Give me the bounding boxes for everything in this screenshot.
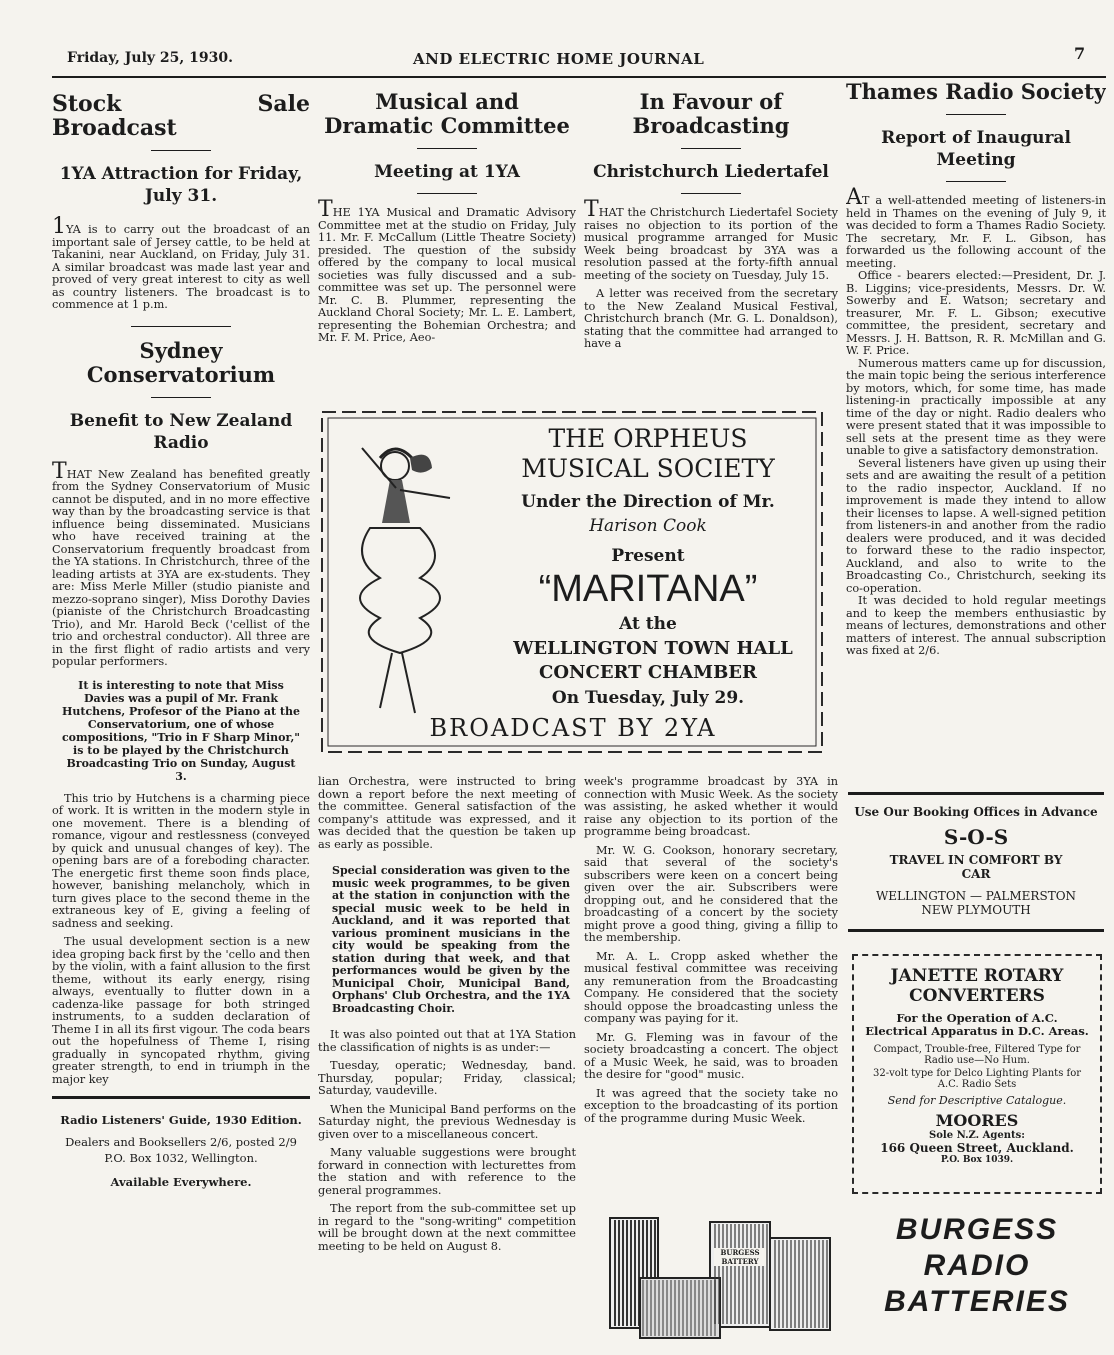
trio-body-1: This trio by Hutchens is a charming piece of work. It is written in the modern style in one movement. There is a blending of romance, vigour and restlessness (conveyed by quick and unusual changes of key). The opening bars are of a foreboding character. The energetic first theme soon finds place, however, banishing melancholy, which in turn gives place to the second theme in the extraneous key of E, giving a feeling of sadness and seeking. — [52, 791, 310, 930]
janette-line-2: CONVERTERS — [909, 986, 1045, 1006]
guide-line-2: P.O. Box 1032, Wellington. — [104, 1151, 258, 1165]
sydney-subhead: Benefit to New Zealand Radio — [69, 410, 293, 453]
janette-line-4: Compact, Trouble-free, Filtered Type for Radio use—No Hum. — [873, 1044, 1081, 1066]
favour-headline: In Favour of Broadcasting — [632, 90, 790, 138]
sos-line-1: Use Our Booking Offices in Advance — [854, 805, 1098, 819]
divider — [151, 397, 211, 398]
orpheus-ad — [318, 408, 826, 756]
thames-p4: Several listeners have given up using their sets and are awaiting the result of a petition to the radio inspector, Auckland. If no improvement is made they intend to allow their licenses to lapse. A well-signed petition from listeners-in and another from the radio dealers were produced, and it was decided to forward these to the radio inspector, Auckland, and also to write to the Broadcasting Co., Christchurch, seeking its co-operation. — [846, 456, 1106, 595]
janette-line-3: For the Operation of A.C. Electrical Apparatus in D.C. Areas. — [865, 1011, 1089, 1038]
guide-line-3: Available Everywhere. — [110, 1175, 252, 1189]
committee-p5: Many valuable suggestions were brought forward in connection with lecturettes from the station and with reference to the general programmes. — [318, 1146, 576, 1197]
stock-sale-subhead: 1YA Attraction for Friday, July 31. — [59, 164, 303, 206]
committee-body: THE 1YA Musical and Dramatic Advisory Committee met at the studio on Friday, July 11. Mr. F. McCallum (Little Theatre Society) presided. The question of the subsidy offered by the company to local musical societies was fully discussed and a sub-committee was set up. The personnel were Mr. C. B. Plummer, representing the Auckland Choral Society; Mr. L. E. Lambert, representing the Bohemian Orchestra; and Mr. F. M. Price, Aeo- — [318, 197, 576, 344]
divider — [417, 193, 477, 194]
favour-body: THAT the Christchurch Liedertafel Society raises no objection to its portion of the musical programme arranged for Music Week being broadcast by 3YA was a resolution passed at the forty-fifth annual meeting of the society on Tuesday, July 15. — [584, 197, 838, 282]
committee-headline: Musical and Dramatic Committee — [324, 90, 570, 138]
divider — [131, 326, 231, 327]
thames-p5: It was decided to hold regular meetings and to keep the members enthusiastic by means of lectures, demonstrations and other matters of interest. The annual subscription was fixed at 2/6. — [846, 594, 1106, 657]
dancer-illustration — [340, 428, 460, 728]
burgess-ad — [852, 1212, 1102, 1342]
janette-line-9: 166 Queen Street, Auckland. — [880, 1141, 1074, 1155]
header-rule — [52, 76, 1106, 78]
trio-note: It is interesting to note that Miss Davies was a pupil of Mr. Frank Hutchens, Profesor of the Piano at the Conservatorium, one of whose compositions, "Trio in F Sharp Minor," is to be played by the Christchurch Broadcasting Trio on Sunday, August 3. — [61, 678, 301, 783]
ad-line-1: THE ORPHEUS — [548, 424, 748, 453]
burgess-line-3: BATTERIES — [884, 1285, 1070, 1318]
divider — [151, 150, 211, 151]
committee-p4: When the Municipal Band performs on the Saturday night, the previous Wednesday is given over to a miscellaneous concert. — [318, 1102, 576, 1141]
ad-line-9: CONCERT CHAMBER — [539, 662, 757, 683]
column-3-top — [584, 90, 838, 408]
column-2-top — [318, 90, 576, 408]
divider — [681, 193, 741, 194]
favour-p4: Mr. A. L. Cropp asked whether the musical festival committee was receiving any remuneration from the Broadcasting Company. He considered that the society should oppose the broadcasting unless the company was paying for it. — [584, 949, 838, 1025]
ad-line-3: Under the Direction of Mr. — [521, 492, 775, 512]
sos-line-2: S-O-S — [943, 825, 1009, 849]
burgess-line-2: RADIO — [923, 1249, 1031, 1282]
thames-subhead: Report of Inaugural Meeting — [881, 128, 1071, 170]
favour-subhead: Christchurch Liedertafel — [593, 162, 829, 182]
stock-sale-body: 1YA is to carry out the broadcast of an important sale of Jersey cattle, to be held at Takanini, near Auckland, on Friday, July 31. A similar broadcast was made last year and proved of very great interest to city as well as country listeners. The broadcast is to commence at 1 p.m. — [52, 214, 310, 311]
divider — [681, 148, 741, 149]
battery-drawing — [590, 1208, 846, 1350]
ad-line-11: BROADCAST BY 2YA — [429, 714, 717, 742]
page-number: 7 — [1074, 44, 1086, 63]
committee-p6: The report from the sub-committee set up in regard to the "song-writing" competition will be brought down at the next committee meeting to be held on August 8. — [318, 1202, 576, 1253]
janette-ad — [852, 954, 1102, 1194]
thames-headline: Thames Radio Society — [846, 80, 1106, 104]
column-1 — [52, 92, 310, 1350]
committee-p3: Tuesday, operatic; Wednesday, band. Thursday, popular; Friday, classical; Saturday, vaudeville. — [318, 1059, 576, 1097]
sydney-body: THAT New Zealand has benefited greatly from the Sydney Conservatorium of Music cannot be disputed, and in no more effective way than by the broadcasting service is that influence being disseminated. Musicians who have received training at the Conservatorium frequently broadcast from the YA stations. In Christchurch, three of the leading artists at 3YA are ex-students. They are: Miss Merle Miller (studio pianiste and mezzo-soprano singer), Miss Dorothy Davies (pianiste of the Christchurch Broadcasting Trio), and Mr. Harold Beck ('cellist of the trio and orchestral conductor). All three are in the first flight of radio artists and very popular performers. — [52, 458, 310, 668]
divider — [417, 148, 477, 149]
sos-line-4: WELLINGTON — PALMERSTON — [875, 889, 1077, 903]
thames-p1: AT a well-attended meeting of listeners-in held in Thames on the evening of July 9, it was decided to form a Thames Radio Society. The secretary, Mr. F. L. Gibson, has forwarded us the following account of the meeting. — [846, 185, 1106, 270]
guide-line-1: Dealers and Booksellers 2/6, posted 2/9 — [65, 1135, 297, 1149]
janette-line-5: 32-volt type for Delco Lighting Plants for A.C. Radio Sets — [872, 1068, 1082, 1090]
favour-p6: It was agreed that the society take no exception to the broadcasting of its portion of the programme during Music Week. — [584, 1086, 838, 1125]
music-week-para: Special consideration was given to the music week programmes, to be given at the station in conjunction with the special music week to be held in Auckland, and it was reported that various prominent musicians in the city would be speaking from the station during that week, and that performances would be given by the Municipal Choir, Municipal Band, Orphans' Club Orchestra, and the 1YA Broadcasting Choir. — [332, 864, 570, 1015]
janette-line-10: P.O. Box 1039. — [940, 1155, 1014, 1165]
divider — [946, 114, 1006, 115]
sos-ad — [848, 792, 1104, 932]
sos-line-5: NEW PLYMOUTH — [921, 903, 1031, 917]
favour-cont: week's programme broadcast by 3YA in connection with Music Week. As the society was assisting, he asked whether it would raise any objection to its portion of the programme being broadcast. — [584, 776, 838, 838]
ad-line-7: At the — [619, 614, 677, 634]
guide-title: Radio Listeners' Guide, 1930 Edition. — [60, 1113, 302, 1127]
janette-line-8: Sole N.Z. Agents: — [929, 1130, 1025, 1141]
stock-sale-headline: Stock Sale Broadcast — [52, 92, 310, 141]
ad-line-6: “MARITANA” — [538, 568, 758, 610]
ad-line-10: On Tuesday, July 29. — [551, 688, 745, 708]
sos-line-3: TRAVEL IN COMFORT BY CAR — [889, 853, 1063, 881]
thames-p2: Office - bearers elected:—President, Dr. J. B. Liggins; vice-presidents, Messrs. Dr. W. Sowerby and E. Watson; secretary and treasurer, Mr. F. L. Gibson; executive committee, the president, secretary and Messrs. J. H. Battson, R. R. McMillan and G. W. F. Price. — [846, 269, 1106, 357]
issue-date: Friday, July 25, 1930. — [67, 50, 233, 66]
janette-line-1: JANETTE ROTARY — [890, 966, 1064, 986]
ad-line-5: Present — [611, 546, 685, 566]
ad-line-8: WELLINGTON TOWN HALL — [513, 638, 793, 659]
janette-line-7: MOORES — [935, 1111, 1019, 1130]
column-3-bottom — [584, 776, 838, 1196]
journal-title: AND ELECTRIC HOME JOURNAL — [413, 50, 705, 68]
sydney-headline: Sydney Conservatorium — [86, 337, 276, 387]
ad-line-2: MUSICAL SOCIETY — [521, 454, 775, 483]
column-2-bottom — [318, 776, 576, 1350]
divider — [52, 1096, 310, 1099]
favour-p3: Mr. W. G. Cookson, honorary secretary, said that several of the society's subscribers were keen on a concert being given over the air. Subscribers were dropping out, and he considered that the broadcasting of a concert by the society might prove a good thing, giving a fillip to the membership. — [584, 843, 838, 944]
committee-body-cont: lian Orchestra, were instructed to bring down a report before the next meeting of the committee. General satisfaction of the company's attitude was expressed, and it was decided that the question be taken up as early as possible. — [318, 776, 576, 851]
janette-line-6: Send for Descriptive Catalogue. — [887, 1094, 1067, 1107]
thames-p3: Numerous matters came up for discussion, the main topic being the serious interference by motors, which, for some time, has made listening-in practically impossible at any time of the day or night. Radio dealers who were present stated that it was impossible to sell sets at the present time as they were unable to give a satisfactory demonstration. — [846, 356, 1106, 457]
favour-p5: Mr. G. Fleming was in favour of the society broadcasting a concert. The object of a Music Week, he said, was to broaden the desire for "good" music. — [584, 1030, 838, 1081]
committee-p2: It was also pointed out that at 1YA Station the classification of nights is as under:— — [318, 1028, 576, 1054]
battery-illustration — [590, 1208, 846, 1350]
burgess-line-1: BURGESS — [895, 1213, 1059, 1246]
battery-label: BURGESS BATTERY — [714, 1248, 766, 1266]
favour-body-2: A letter was received from the secretary to the New Zealand Musical Festival, Christchurch branch (Mr. G. L. Donaldson), stating that the committee had arranged to have a — [584, 287, 838, 350]
trio-body-2: The usual development section is a new idea groping back first by the 'cello and then by the violin, with a faint allusion to the first theme, without its early energy, rising always, eventually to flutter down in a cadenza-like passage for both stringed instruments, to a sudden declaration of Theme I in all its first vigour. The coda bears out the hopefulness of Theme I, rising gradually in syncopated rhythm, giving greater strength, to end in triumph in the major key — [52, 935, 310, 1086]
ad-line-4: Harison Cook — [589, 516, 707, 536]
divider — [946, 181, 1006, 182]
column-4 — [846, 80, 1106, 792]
committee-subhead: Meeting at 1YA — [374, 162, 520, 182]
